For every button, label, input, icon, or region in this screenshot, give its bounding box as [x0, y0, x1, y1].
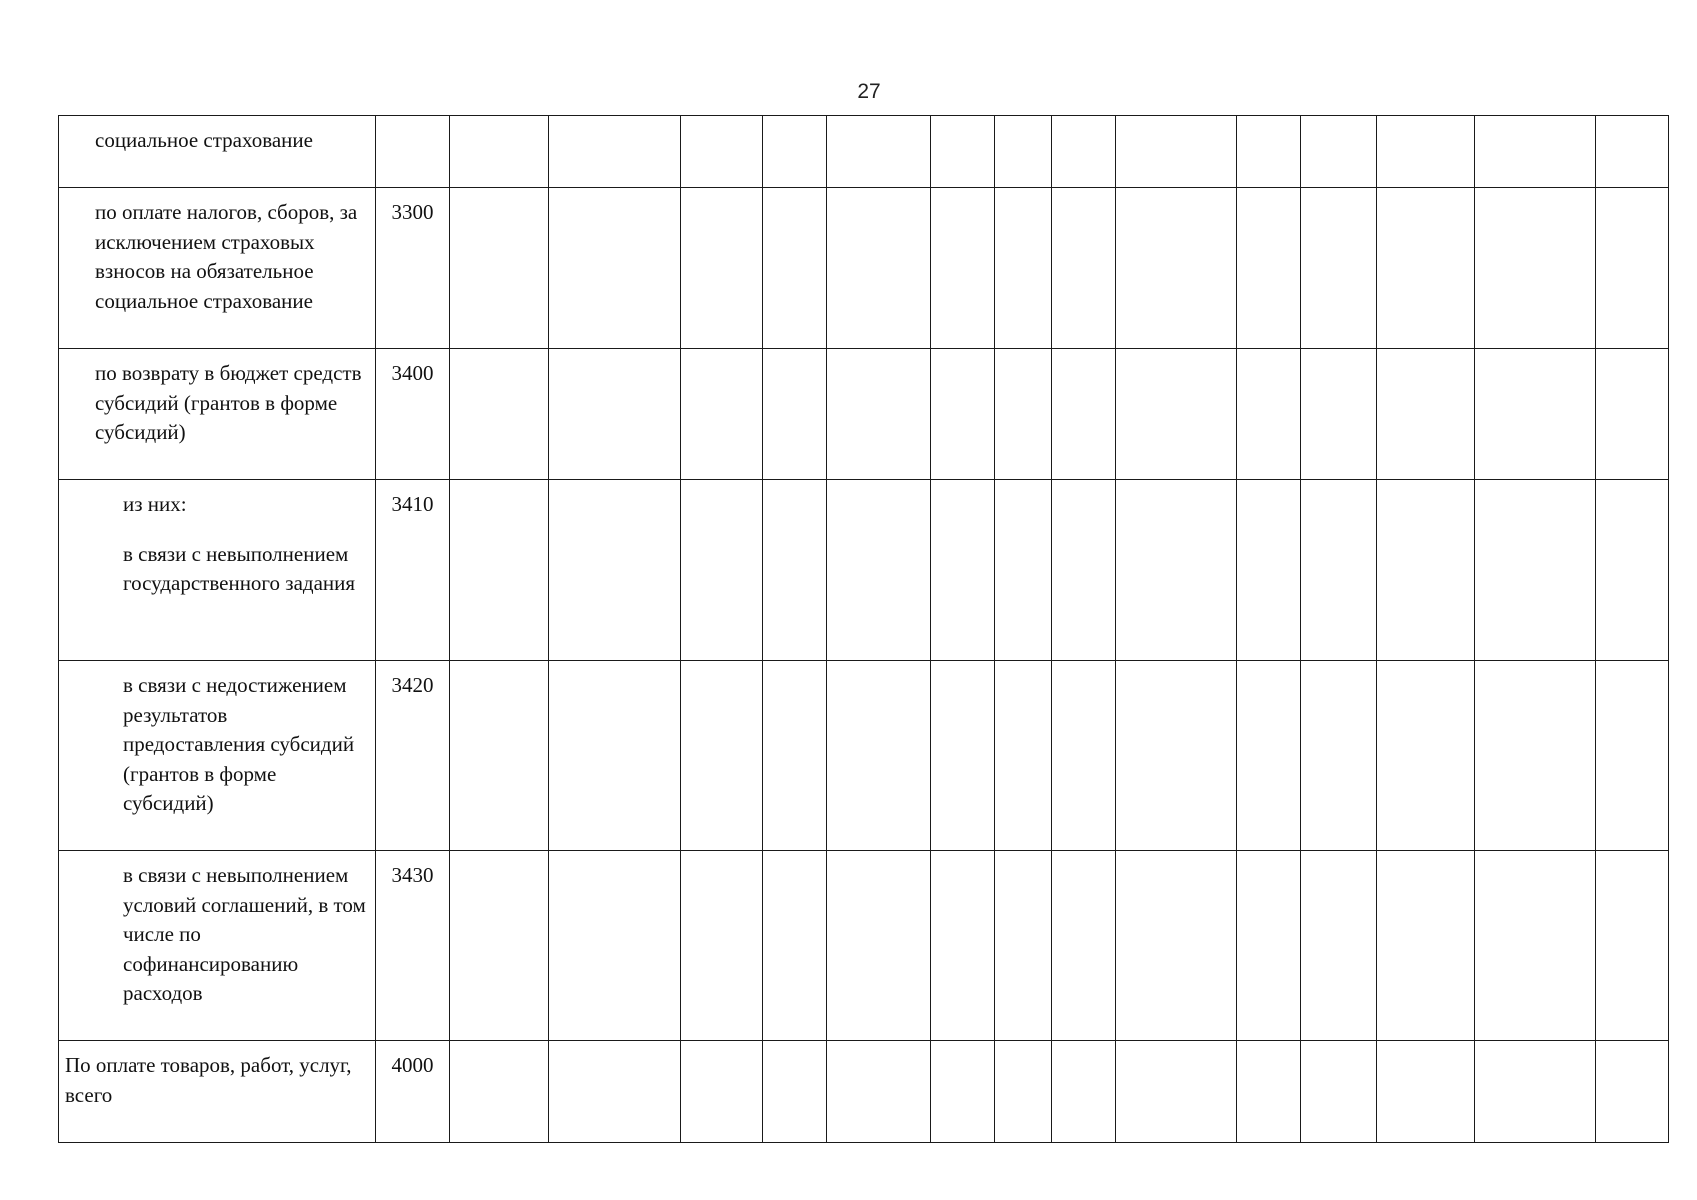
value-cell [1052, 188, 1116, 349]
value-cell [763, 480, 827, 661]
row-label-text: социальное страхование [95, 128, 313, 152]
value-cell [1052, 349, 1116, 480]
value-cell [1052, 661, 1116, 851]
row-code: 4000 [376, 1041, 450, 1143]
table-row [59, 480, 1669, 661]
value-cell [681, 188, 763, 349]
value-cell [549, 661, 681, 851]
value-cell [763, 116, 827, 188]
value-cell [995, 1041, 1052, 1143]
value-cell [827, 116, 931, 188]
value-cell [763, 349, 827, 480]
row-label [59, 480, 376, 661]
value-cell [995, 661, 1052, 851]
value-cell [1596, 188, 1669, 349]
row-code: 3300 [376, 188, 450, 349]
value-cell [931, 851, 995, 1041]
value-cell [549, 188, 681, 349]
value-cell [763, 661, 827, 851]
value-cell [1052, 116, 1116, 188]
value-cell [827, 1041, 931, 1143]
value-cell [1377, 661, 1475, 851]
value-cell [763, 851, 827, 1041]
value-cell [827, 188, 931, 349]
value-cell [763, 1041, 827, 1143]
value-cell [995, 349, 1052, 480]
value-cell [995, 851, 1052, 1041]
value-cell [1596, 661, 1669, 851]
value-cell [450, 188, 549, 349]
value-cell [1596, 116, 1669, 188]
value-cell [1596, 1041, 1669, 1143]
value-cell [681, 480, 763, 661]
value-cell [1052, 851, 1116, 1041]
row-label-text: из них: [123, 492, 187, 516]
value-cell [1052, 480, 1116, 661]
value-cell [1237, 116, 1301, 188]
value-cell [1475, 349, 1596, 480]
value-cell [1301, 851, 1377, 1041]
value-cell [1596, 480, 1669, 661]
value-cell [681, 661, 763, 851]
row-label-text: в связи с невыполнением условий соглашений, в том числе по софинансированию расходов [123, 863, 366, 1005]
row-label-text: По оплате товаров, работ, услуг, всего [65, 1053, 352, 1107]
value-cell [1116, 349, 1237, 480]
row-label-text: по возврату в бюджет средств субсидий (грантов в форме субсидий) [95, 361, 362, 444]
value-cell [1116, 480, 1237, 661]
report-table [58, 115, 1669, 1143]
value-cell [1475, 851, 1596, 1041]
value-cell [1237, 349, 1301, 480]
value-cell [1475, 1041, 1596, 1143]
value-cell [681, 349, 763, 480]
value-cell [549, 349, 681, 480]
row-label-text: по оплате налогов, сборов, за исключением страховых взносов на обязательное социальное страхование [95, 200, 358, 313]
value-cell [1237, 480, 1301, 661]
page-number: 27 [857, 80, 881, 103]
value-cell [681, 116, 763, 188]
value-cell [450, 851, 549, 1041]
value-cell [450, 480, 549, 661]
value-cell [1475, 480, 1596, 661]
value-cell [931, 1041, 995, 1143]
table-row [59, 188, 1669, 349]
value-cell [1116, 1041, 1237, 1143]
value-cell [1301, 661, 1377, 851]
value-cell [1237, 188, 1301, 349]
value-cell [1596, 349, 1669, 480]
row-code: 3430 [376, 851, 450, 1041]
row-label [59, 116, 376, 188]
row-label-subtext: в связи с невыполнением государственного задания [123, 541, 356, 595]
value-cell [1377, 188, 1475, 349]
value-cell [1237, 851, 1301, 1041]
value-cell [931, 661, 995, 851]
value-cell [1475, 116, 1596, 188]
value-cell [827, 851, 931, 1041]
row-label [59, 188, 376, 349]
row-code: 3420 [376, 661, 450, 851]
value-cell [450, 116, 549, 188]
value-cell [1475, 188, 1596, 349]
value-cell [1301, 1041, 1377, 1143]
row-label [59, 851, 376, 1041]
value-cell [549, 1041, 681, 1143]
value-cell [827, 480, 931, 661]
value-cell [995, 116, 1052, 188]
value-cell [1301, 349, 1377, 480]
value-cell [549, 851, 681, 1041]
value-cell [1377, 851, 1475, 1041]
value-cell [827, 661, 931, 851]
value-cell [1301, 188, 1377, 349]
value-cell [931, 116, 995, 188]
value-cell [1301, 480, 1377, 661]
value-cell [1301, 116, 1377, 188]
value-cell [931, 480, 995, 661]
value-cell [1377, 116, 1475, 188]
value-cell [549, 116, 681, 188]
value-cell [931, 349, 995, 480]
table-row [59, 116, 1669, 188]
table-row [59, 661, 1669, 851]
value-cell [827, 349, 931, 480]
value-cell [1475, 661, 1596, 851]
table-row [59, 349, 1669, 480]
value-cell [1052, 1041, 1116, 1143]
value-cell [1377, 480, 1475, 661]
value-cell [450, 349, 549, 480]
value-cell [450, 1041, 549, 1143]
value-cell [763, 188, 827, 349]
value-cell [995, 480, 1052, 661]
table-row [59, 1041, 1669, 1143]
value-cell [1377, 349, 1475, 480]
row-code [376, 116, 450, 188]
row-label [59, 349, 376, 480]
value-cell [450, 661, 549, 851]
value-cell [995, 188, 1052, 349]
row-label-text: в связи с недостижением результатов предоставления субсидий (грантов в форме субсидий) [123, 673, 355, 815]
value-cell [1116, 116, 1237, 188]
value-cell [1116, 851, 1237, 1041]
value-cell [931, 188, 995, 349]
row-label [59, 661, 376, 851]
table-row [59, 851, 1669, 1041]
row-code: 3400 [376, 349, 450, 480]
value-cell [1596, 851, 1669, 1041]
value-cell [1237, 1041, 1301, 1143]
row-label [59, 1041, 376, 1143]
value-cell [1116, 661, 1237, 851]
value-cell [681, 1041, 763, 1143]
value-cell [549, 480, 681, 661]
value-cell [681, 851, 763, 1041]
value-cell [1377, 1041, 1475, 1143]
value-cell [1116, 188, 1237, 349]
value-cell [1237, 661, 1301, 851]
row-code: 3410 [376, 480, 450, 661]
